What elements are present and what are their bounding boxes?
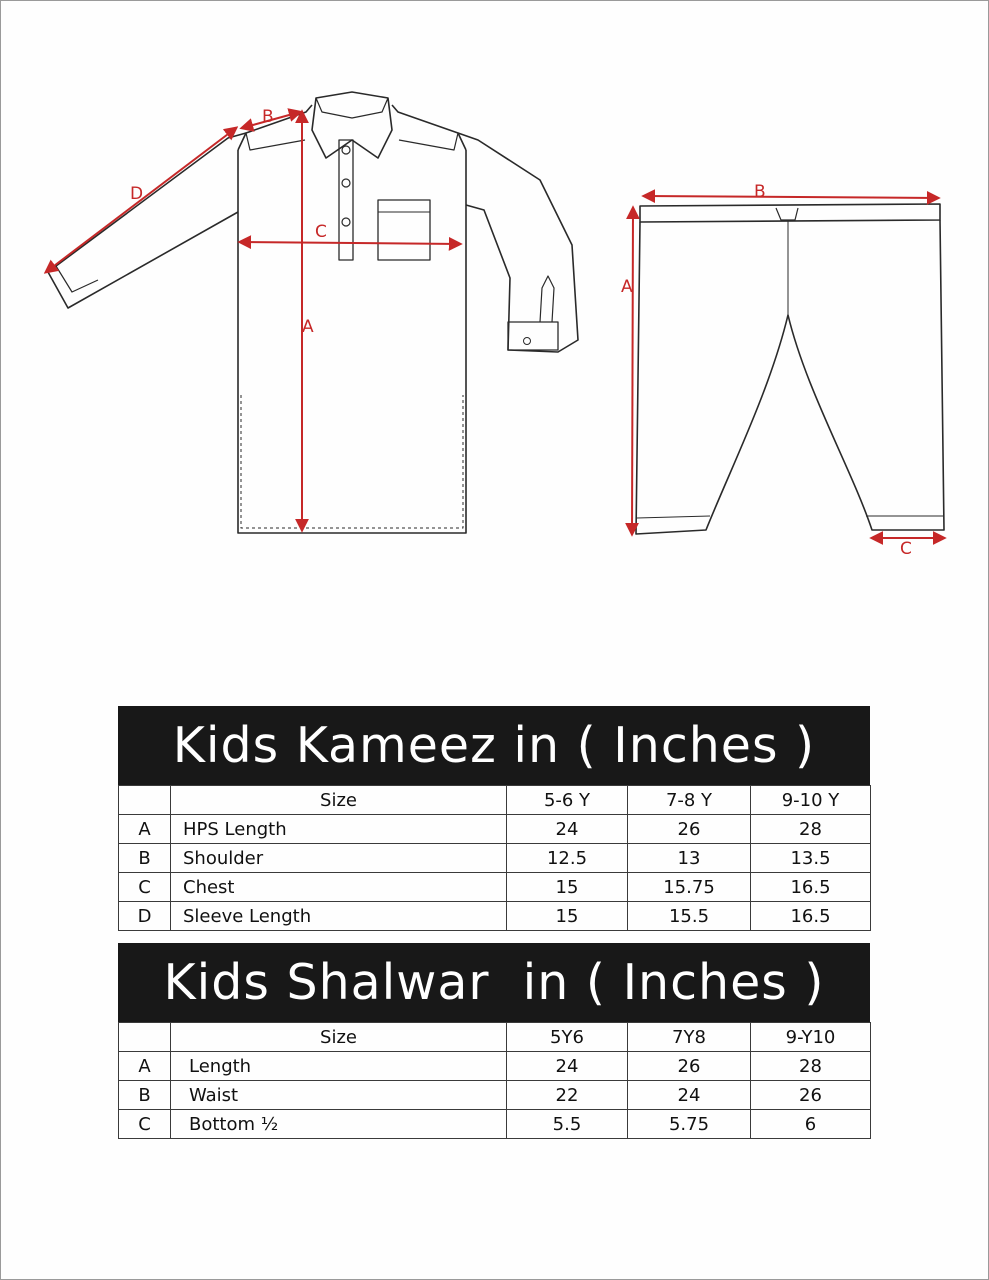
row-key: B bbox=[119, 844, 171, 873]
row-value: 24 bbox=[628, 1081, 751, 1110]
row-value: 6 bbox=[751, 1110, 871, 1139]
row-name: Bottom ½ bbox=[171, 1110, 507, 1139]
shalwar-col-3: 9-Y10 bbox=[751, 1023, 871, 1052]
kameez-label-a: A bbox=[302, 317, 314, 337]
row-key: A bbox=[119, 815, 171, 844]
row-value: 16.5 bbox=[751, 902, 871, 931]
row-key: B bbox=[119, 1081, 171, 1110]
kameez-col-1: 5-6 Y bbox=[507, 786, 628, 815]
row-value: 13.5 bbox=[751, 844, 871, 873]
kameez-size-header: Size bbox=[171, 786, 507, 815]
row-value: 15.75 bbox=[628, 873, 751, 902]
row-value: 13 bbox=[628, 844, 751, 873]
kameez-header-row bbox=[119, 786, 871, 815]
table-row bbox=[119, 873, 871, 902]
shalwar-col-1: 5Y6 bbox=[507, 1023, 628, 1052]
row-value: 5.75 bbox=[628, 1110, 751, 1139]
kameez-drawing bbox=[48, 92, 578, 533]
row-value: 28 bbox=[751, 1052, 871, 1081]
table-row bbox=[119, 844, 871, 873]
kameez-label-d: D bbox=[130, 184, 144, 204]
kameez-header-key bbox=[119, 786, 171, 815]
row-value: 16.5 bbox=[751, 873, 871, 902]
table-row bbox=[119, 1052, 871, 1081]
row-value: 15 bbox=[507, 902, 628, 931]
row-value: 22 bbox=[507, 1081, 628, 1110]
shalwar-label-b: B bbox=[754, 182, 766, 202]
shalwar-col-2: 7Y8 bbox=[628, 1023, 751, 1052]
row-value: 24 bbox=[507, 1052, 628, 1081]
row-name: Shoulder bbox=[171, 844, 507, 873]
shalwar-header-key bbox=[119, 1023, 171, 1052]
row-value: 28 bbox=[751, 815, 871, 844]
kameez-col-2: 7-8 Y bbox=[628, 786, 751, 815]
shalwar-drawing bbox=[636, 204, 944, 534]
row-value: 15.5 bbox=[628, 902, 751, 931]
row-key: C bbox=[119, 1110, 171, 1139]
row-name: Length bbox=[171, 1052, 507, 1081]
row-value: 15 bbox=[507, 873, 628, 902]
shalwar-size-table bbox=[118, 943, 870, 1139]
row-value: 5.5 bbox=[507, 1110, 628, 1139]
kameez-label-b: B bbox=[262, 107, 274, 127]
shalwar-header-row bbox=[119, 1023, 871, 1052]
row-name: Waist bbox=[171, 1081, 507, 1110]
row-key: A bbox=[119, 1052, 171, 1081]
table-row bbox=[119, 815, 871, 844]
shalwar-size-header: Size bbox=[171, 1023, 507, 1052]
shalwar-label-c: C bbox=[900, 539, 912, 559]
shalwar-table-grid bbox=[118, 1022, 871, 1139]
row-name: Chest bbox=[171, 873, 507, 902]
row-name: Sleeve Length bbox=[171, 902, 507, 931]
table-row bbox=[119, 1081, 871, 1110]
table-row bbox=[119, 902, 871, 931]
row-value: 24 bbox=[507, 815, 628, 844]
row-key: C bbox=[119, 873, 171, 902]
kameez-measure-arrows bbox=[46, 112, 460, 530]
row-value: 26 bbox=[628, 1052, 751, 1081]
shalwar-table-title: Kids Shalwar in ( Inches ) bbox=[118, 943, 870, 1022]
row-value: 26 bbox=[751, 1081, 871, 1110]
shalwar-label-a: A bbox=[621, 277, 633, 297]
kameez-col-3: 9-10 Y bbox=[751, 786, 871, 815]
row-key: D bbox=[119, 902, 171, 931]
kameez-size-table bbox=[118, 706, 870, 931]
kameez-table-title: Kids Kameez in ( Inches ) bbox=[118, 706, 870, 785]
kameez-label-c: C bbox=[315, 222, 327, 242]
row-value: 12.5 bbox=[507, 844, 628, 873]
kameez-table-grid bbox=[118, 785, 871, 931]
table-row bbox=[119, 1110, 871, 1139]
row-name: HPS Length bbox=[171, 815, 507, 844]
row-value: 26 bbox=[628, 815, 751, 844]
